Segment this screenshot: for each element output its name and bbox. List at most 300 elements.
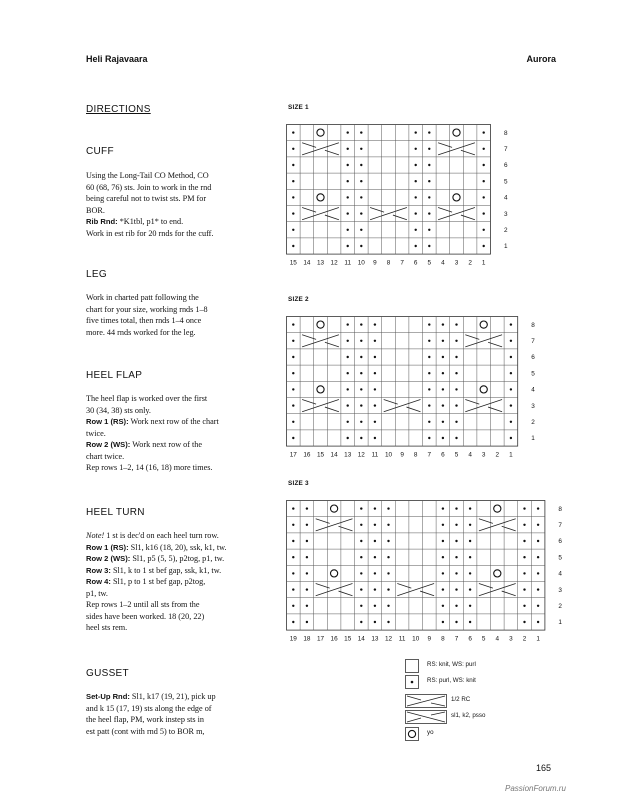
purl-dot (415, 229, 417, 231)
column-label: 15 (316, 451, 325, 459)
cable-cross-mark (479, 519, 516, 531)
purl-dot (469, 540, 471, 542)
size2-chart (286, 316, 535, 459)
purl-dot (428, 229, 430, 231)
purl-dot (347, 437, 349, 439)
purl-dot (469, 524, 471, 526)
slip-pass-mark (384, 400, 421, 412)
purl-dot (292, 605, 294, 607)
purl-dot (374, 372, 376, 374)
column-label: 8 (413, 451, 418, 459)
purl-dot (360, 323, 362, 325)
column-label: 6 (413, 259, 418, 267)
purl-dot (292, 356, 294, 358)
column-label: 8 (441, 635, 445, 643)
row-label: 3 (558, 586, 562, 594)
purl-dot (292, 388, 294, 390)
purl-dot (537, 588, 539, 590)
purl-dot (442, 388, 444, 390)
purl-dot (428, 131, 430, 133)
column-label: 1 (536, 635, 540, 643)
purl-dot (483, 180, 485, 182)
column-label: 4 (468, 451, 472, 459)
purl-dot (306, 621, 308, 623)
column-label: 9 (400, 451, 404, 459)
purl-dot (442, 540, 444, 542)
purl-dot (292, 164, 294, 166)
purl-dot (537, 556, 539, 558)
column-label: 17 (289, 451, 297, 459)
size3-chart (286, 500, 562, 643)
cable-cross-mark (316, 584, 353, 596)
purl-dot (415, 131, 417, 133)
purl-dot (428, 372, 430, 374)
purl-dot (347, 421, 349, 423)
legend-item-sk2p: sl1, k2, psso (405, 710, 447, 724)
purl-dot (347, 131, 349, 133)
size3-label: SIZE 3 (288, 480, 309, 487)
row-label: 2 (558, 603, 562, 610)
purl-dot (442, 372, 444, 374)
purl-dot (292, 524, 294, 526)
column-label: 14 (330, 451, 338, 459)
column-label: 3 (509, 635, 513, 643)
purl-dot (428, 148, 430, 150)
purl-dot (360, 621, 362, 623)
column-label: 16 (303, 451, 311, 459)
column-label: 12 (330, 259, 338, 267)
purl-dot (387, 507, 389, 509)
column-label: 10 (412, 635, 420, 643)
purl-dot (455, 621, 457, 623)
purl-dot (537, 572, 539, 574)
purl-dot (415, 245, 417, 247)
purl-dot (360, 421, 362, 423)
row-label: 1 (531, 435, 535, 443)
purl-dot (360, 605, 362, 607)
purl-dot (387, 572, 389, 574)
purl-dot (537, 507, 539, 509)
cable-cross-mark (316, 519, 353, 531)
purl-dot (442, 437, 444, 439)
size2-label: SIZE 2 (288, 296, 309, 303)
purl-dot (292, 245, 294, 247)
purl-dot (374, 524, 376, 526)
heel-turn-title: HEEL TURN (86, 507, 145, 518)
purl-dot (374, 388, 376, 390)
purl-dot (360, 356, 362, 358)
purl-dot (442, 356, 444, 358)
dot-icon (405, 675, 419, 689)
purl-dot (428, 388, 430, 390)
rib-label: Rib Rnd: (86, 217, 118, 226)
purl-dot (360, 148, 362, 150)
row-label: 1 (558, 619, 562, 627)
row-label: 8 (504, 129, 508, 137)
column-label: 7 (400, 259, 404, 267)
yarn-over-mark (317, 194, 324, 201)
row-label: 7 (504, 146, 508, 153)
column-label: 2 (522, 635, 527, 643)
purl-dot (374, 507, 376, 509)
column-label: 11 (371, 451, 379, 459)
column-label: 12 (384, 635, 393, 643)
purl-dot (483, 196, 485, 198)
row-label: 4 (531, 386, 535, 394)
purl-dot (292, 196, 294, 198)
purl-dot (455, 572, 457, 574)
purl-dot (292, 421, 294, 423)
purl-dot (374, 340, 376, 342)
slip-pass-mark (397, 584, 434, 596)
cuff-title: CUFF (86, 146, 114, 157)
purl-dot (428, 356, 430, 358)
yarn-over-mark (494, 570, 501, 577)
purl-dot (292, 556, 294, 558)
purl-dot (360, 572, 362, 574)
purl-dot (347, 229, 349, 231)
purl-dot (469, 507, 471, 509)
yarn-over-icon (405, 727, 419, 741)
purl-dot (292, 588, 294, 590)
row-label: 8 (531, 321, 535, 329)
purl-dot (415, 212, 417, 214)
purl-dot (428, 437, 430, 439)
purl-dot (374, 588, 376, 590)
purl-dot (455, 323, 457, 325)
row-label: 4 (558, 570, 562, 578)
column-label: 3 (481, 451, 486, 459)
column-label: 18 (303, 635, 311, 643)
purl-dot (415, 196, 417, 198)
purl-dot (292, 507, 294, 509)
blank-square-icon (405, 659, 419, 673)
purl-dot (483, 245, 485, 247)
purl-dot (347, 180, 349, 182)
purl-dot (455, 556, 457, 558)
purl-dot (292, 323, 294, 325)
purl-dot (455, 356, 457, 358)
purl-dot (442, 572, 444, 574)
purl-dot (415, 148, 417, 150)
purl-dot (537, 605, 539, 607)
purl-dot (347, 356, 349, 358)
slip-pass-mark (370, 208, 407, 220)
purl-dot (523, 621, 525, 623)
column-label: 11 (398, 635, 406, 643)
purl-dot (428, 180, 430, 182)
cable-cross-mark (302, 143, 339, 155)
cable-cross-mark (438, 143, 475, 155)
row-label: 6 (504, 162, 508, 170)
purl-dot (360, 388, 362, 390)
yarn-over-mark (317, 129, 324, 136)
yarn-over-mark (453, 194, 460, 201)
column-label: 11 (344, 259, 352, 267)
purl-dot (428, 164, 430, 166)
purl-dot (360, 372, 362, 374)
purl-dot (428, 196, 430, 198)
purl-dot (455, 540, 457, 542)
column-label: 14 (357, 635, 365, 643)
purl-dot (292, 572, 294, 574)
purl-dot (374, 540, 376, 542)
purl-dot (347, 340, 349, 342)
purl-dot (415, 180, 417, 182)
purl-dot (360, 524, 362, 526)
purl-dot (360, 556, 362, 558)
column-label: 6 (441, 451, 445, 459)
purl-dot (292, 340, 294, 342)
purl-dot (442, 323, 444, 325)
directions-title: DIRECTIONS (86, 104, 151, 115)
purl-dot (292, 621, 294, 623)
column-label: 7 (454, 635, 459, 643)
purl-dot (306, 507, 308, 509)
purl-dot (360, 245, 362, 247)
yarn-over-mark (453, 129, 460, 136)
purl-dot (442, 421, 444, 423)
row-label: 4 (504, 194, 508, 202)
purl-dot (292, 180, 294, 182)
heel-turn-text: Note! 1 st is dec'd on each heel turn row. Row 1 (RS): Sl1, k16 (18, 20), ssk, k1, tw. Row 2 (WS): Sl1, p5 (5, 5), p2tog, p1, tw. Row 3: Sl1, k to 1 st bef gap, ssk, k1, tw. Row 4: Sl1, p to 1 st bef gap, p2tog, p1, tw. Rep rows 1–2 until all sts from the sides have been worked. 18 (20, 22) heel sts rem. (86, 531, 227, 632)
column-label: 5 (481, 635, 486, 643)
row-label: 1 (504, 243, 508, 251)
purl-dot (469, 588, 471, 590)
purl-dot (523, 588, 525, 590)
row-label: 2 (531, 419, 535, 426)
purl-dot (455, 388, 457, 390)
heel-flap-text: The heel flap is worked over the first 30 (34, 38) sts only. Row 1 (RS): Work next row of the chart twice. Row 2 (WS): Work next row of the chart twice. Rep rows 1–2, 14 (16, 18) more times. (86, 394, 219, 472)
yarn-over-mark (317, 386, 324, 393)
purl-dot (415, 164, 417, 166)
purl-dot (483, 164, 485, 166)
purl-dot (292, 131, 294, 133)
purl-dot (455, 404, 457, 406)
legend-item-purl: RS: purl, WS: knit (405, 675, 419, 689)
yarn-over-mark (494, 505, 501, 512)
purl-dot (455, 340, 457, 342)
heel-flap-title: HEEL FLAP (86, 370, 143, 381)
purl-dot (292, 372, 294, 374)
purl-dot (347, 388, 349, 390)
purl-dot (387, 524, 389, 526)
purl-dot (360, 131, 362, 133)
purl-dot (374, 572, 376, 574)
purl-dot (523, 556, 525, 558)
size1-label: SIZE 1 (288, 104, 309, 111)
yarn-over-mark (317, 321, 324, 328)
purl-dot (347, 372, 349, 374)
purl-dot (306, 588, 308, 590)
purl-dot (306, 605, 308, 607)
pattern-name: Aurora (526, 54, 556, 64)
size1-chart (286, 124, 508, 267)
purl-dot (360, 540, 362, 542)
purl-dot (428, 323, 430, 325)
purl-dot (292, 148, 294, 150)
purl-dot (510, 388, 512, 390)
purl-dot (292, 229, 294, 231)
purl-dot (469, 572, 471, 574)
purl-dot (292, 437, 294, 439)
column-label: 13 (371, 635, 379, 643)
purl-dot (428, 212, 430, 214)
cable-cross-mark (302, 335, 339, 347)
purl-dot (360, 196, 362, 198)
purl-dot (387, 605, 389, 607)
column-label: 2 (495, 451, 500, 459)
purl-dot (292, 404, 294, 406)
purl-dot (510, 323, 512, 325)
row-label: 5 (531, 370, 535, 378)
purl-dot (347, 196, 349, 198)
column-label: 9 (373, 259, 377, 267)
purl-dot (442, 340, 444, 342)
purl-dot (360, 212, 362, 214)
purl-dot (442, 404, 444, 406)
purl-dot (428, 245, 430, 247)
cable-cross-mark (479, 584, 516, 596)
purl-dot (483, 212, 485, 214)
row-label: 8 (558, 505, 562, 513)
column-label: 16 (330, 635, 338, 643)
yarn-over-mark (480, 386, 487, 393)
purl-dot (360, 507, 362, 509)
purl-dot (442, 588, 444, 590)
row-label: 2 (504, 227, 508, 234)
purl-dot (347, 164, 349, 166)
purl-dot (347, 323, 349, 325)
purl-dot (387, 556, 389, 558)
column-label: 9 (427, 635, 432, 643)
purl-dot (360, 588, 362, 590)
purl-dot (483, 131, 485, 133)
yarn-over-mark (331, 570, 338, 577)
row-label: 3 (504, 210, 508, 218)
purl-dot (360, 340, 362, 342)
purl-dot (347, 245, 349, 247)
purl-dot (374, 437, 376, 439)
row-label: 7 (531, 338, 535, 345)
page-number: 165 (536, 763, 552, 773)
row-label: 3 (531, 402, 535, 410)
purl-dot (483, 229, 485, 231)
purl-dot (360, 404, 362, 406)
purl-dot (483, 148, 485, 150)
column-label: 3 (454, 259, 459, 267)
purl-dot (387, 621, 389, 623)
column-label: 19 (289, 635, 297, 643)
cable-cross-mark (438, 208, 475, 220)
author-name: Heli Rajavaara (86, 54, 148, 64)
purl-dot (428, 340, 430, 342)
purl-dot (374, 421, 376, 423)
column-label: 10 (384, 451, 393, 459)
yarn-over-mark (480, 321, 487, 328)
column-label: 13 (344, 451, 352, 459)
purl-dot (428, 404, 430, 406)
purl-dot (510, 421, 512, 423)
purl-dot (292, 212, 294, 214)
legend-item-rc: 1/2 RC (405, 694, 447, 708)
column-label: 13 (316, 259, 325, 267)
column-label: 2 (468, 259, 472, 267)
purl-dot (523, 507, 525, 509)
purl-dot (469, 605, 471, 607)
column-label: 4 (441, 259, 445, 267)
column-label: 10 (357, 259, 365, 267)
column-label: 7 (427, 451, 432, 459)
purl-dot (374, 323, 376, 325)
column-label: 1 (509, 451, 513, 459)
purl-dot (306, 556, 308, 558)
gusset-text: Set-Up Rnd: Sl1, k17 (19, 21), pick up and k 15 (17, 19) sts along the edge of the heel flap, PM, work instep sts in est patt (cont with rnd 5) to BOR m, (86, 692, 216, 736)
purl-dot (455, 588, 457, 590)
row-label: 7 (558, 522, 562, 529)
column-label: 12 (357, 451, 365, 459)
cable-cross-icon (405, 694, 447, 708)
purl-dot (360, 180, 362, 182)
purl-dot (442, 605, 444, 607)
purl-dot (442, 507, 444, 509)
purl-dot (442, 524, 444, 526)
column-label: 1 (481, 259, 486, 267)
purl-dot (469, 556, 471, 558)
purl-dot (537, 524, 539, 526)
purl-dot (455, 507, 457, 509)
leg-text: Work in charted patt following the chart for your size, working rnds 1–8 five times total, then rnds 1–4 once more. 44 rnds worked for the leg. (86, 293, 208, 337)
column-label: 5 (427, 259, 432, 267)
column-label: 15 (344, 635, 352, 643)
purl-dot (306, 524, 308, 526)
purl-dot (360, 437, 362, 439)
purl-dot (510, 404, 512, 406)
column-label: 5 (454, 451, 459, 459)
purl-dot (374, 404, 376, 406)
purl-dot (455, 421, 457, 423)
purl-dot (455, 524, 457, 526)
column-label: 14 (303, 259, 311, 267)
column-label: 4 (495, 635, 500, 643)
purl-dot (428, 421, 430, 423)
purl-dot (387, 588, 389, 590)
row-label: 6 (558, 538, 562, 546)
purl-dot (387, 540, 389, 542)
purl-dot (455, 437, 457, 439)
purl-dot (442, 556, 444, 558)
purl-dot (347, 148, 349, 150)
purl-dot (510, 340, 512, 342)
purl-dot (374, 356, 376, 358)
column-label: 6 (468, 635, 472, 643)
purl-dot (442, 621, 444, 623)
purl-dot (523, 540, 525, 542)
yarn-over-mark (331, 505, 338, 512)
purl-dot (347, 212, 349, 214)
purl-dot (510, 372, 512, 374)
legend-item-knit: RS: knit, WS: purl (405, 659, 419, 673)
purl-dot (523, 524, 525, 526)
purl-dot (374, 621, 376, 623)
column-label: 15 (289, 259, 297, 267)
purl-dot (537, 540, 539, 542)
column-label: 17 (316, 635, 325, 643)
purl-dot (537, 621, 539, 623)
slip-pass-icon (405, 710, 447, 724)
cable-cross-mark (465, 400, 502, 412)
cable-cross-mark (465, 335, 502, 347)
